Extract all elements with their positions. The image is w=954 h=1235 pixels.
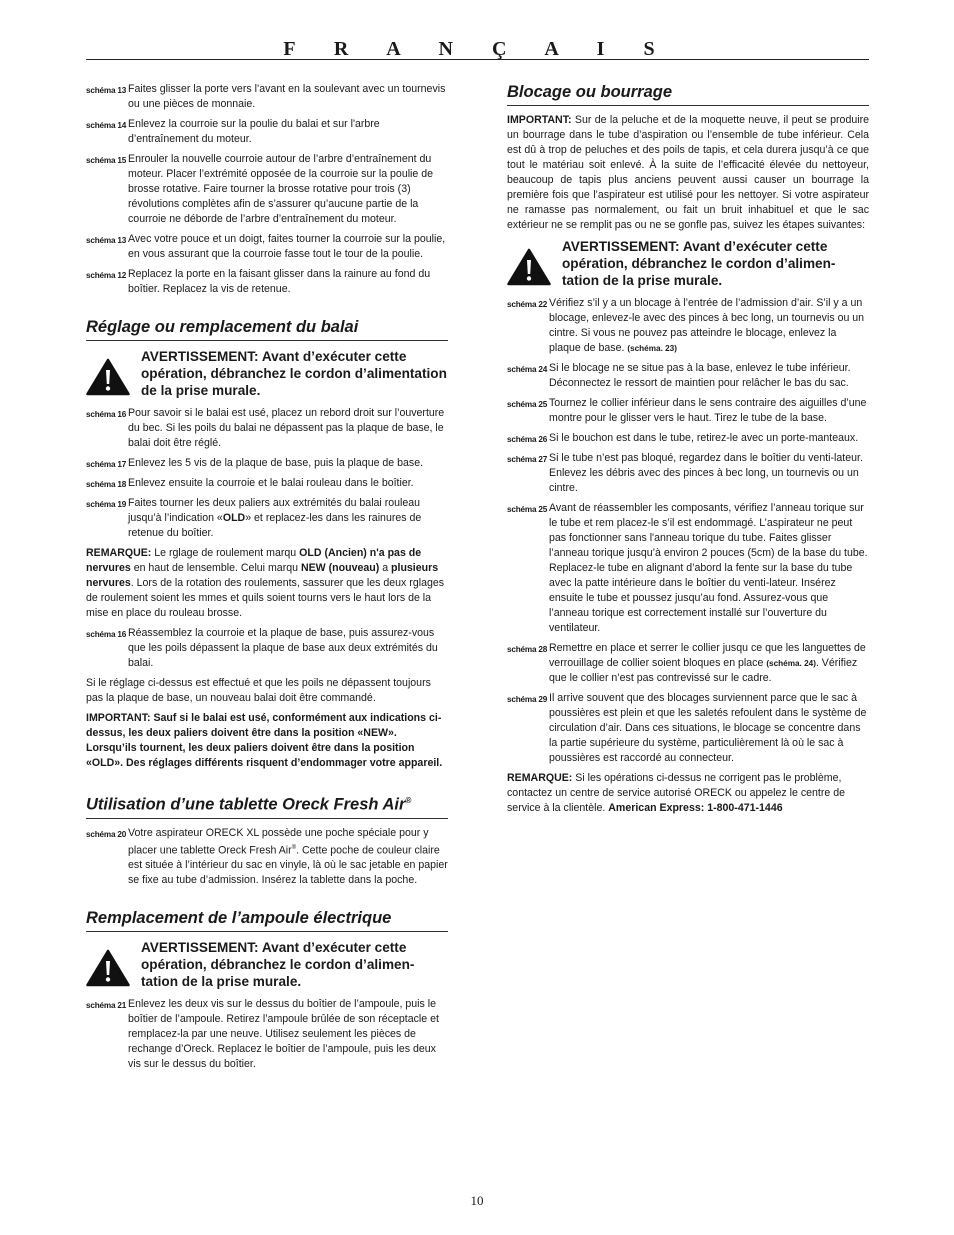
note-paragraph: Si le réglage ci-dessus est effectué et que les poils ne dépassent toujours pas la plaque de base, un nouveau balai doit être commandé. — [86, 677, 431, 704]
step-text: Faites tourner les deux paliers aux extrémités du balai rouleau jusqu’à l’indication « — [128, 497, 421, 524]
warning-text: AVERTISSEMENT: Avant d’exécuter cette opération, débranchez le cordon d’alimen- tation de la prise murale. — [562, 239, 836, 288]
warning-triangle-icon — [86, 358, 130, 396]
step-text: Enlevez ensuite la courroie et le balai rouleau dans le boîtier. — [128, 477, 414, 489]
header-divider — [86, 59, 869, 60]
remark-text: en haut de lensemble. Celui marqu — [130, 562, 301, 574]
important-text: Sur de la peluche et de la moquette neuve, il peut se produire un bourrage dans le tube d’aspiration ou l’ensemble de tube inférieur. Cela est dû à trop de peluches et des poils de tapis, et cela durera jusqu’à ce que tout le matériau soit enlevé. À la suite de l’efficacité élevée du nettoyeur, beaucoup de tapis plus anciens peuvent aussi causer un bourrage la première fois que l’aspirateur est utilisé pour les nettoyer. Si votre aspirateur ne ramasse pas normalement, ou fait un bruit inhabituel et que le sac extérieur ne se remplit pas ou ne se gonfle pas, suivez les étapes suivantes: — [507, 114, 869, 231]
instruction-step — [507, 361, 869, 391]
instruction-step — [86, 117, 448, 147]
step-text: Enlevez les deux vis sur le dessus du boîtier de l’ampoule, puis le boîtier de l’ampoule. Retirez l’ampoule brûlée de son réceptacle et remplacez-la par une neuve. Utilisez seulement les pièces de rechange d’Oreck. Replacez le boîtier de l’ampoule, puis les deux vis sur le dessus du boîtier. — [128, 998, 439, 1071]
step-text: Enrouler la nouvelle courroie autour de l’arbre d’entraînement du moteur. Placer l’extrémité opposée de la courroie sur la poulie de brosse rotative. Faire tourner la brosse rotative pour trois (3) révolutions complètes afin de s’assurer qu’aucune partie de la courroie ne déborde de l’arbre d’entraînement du moteur. — [128, 153, 434, 225]
section-heading-blockage: Blocage ou bourrage — [507, 82, 869, 106]
warning-triangle-icon — [507, 248, 551, 286]
warning-text: AVERTISSEMENT: Avant d’exécuter cette opération, débranchez le cordon d’alimen- tation de la prise murale. — [141, 940, 415, 990]
remark-text-bold: OLD (Ancien) n'a pas de nervures — [86, 547, 422, 574]
instruction-step — [86, 997, 448, 1072]
remark-paragraph — [86, 546, 448, 621]
instruction-step — [86, 496, 448, 541]
instruction-step — [86, 456, 448, 471]
remark-label: REMARQUE: — [86, 547, 152, 559]
remark-text-bold: plusieurs nervures — [86, 562, 439, 589]
heading-text: Utilisation d’une tablette Oreck Fresh Air — [86, 795, 406, 814]
warning-triangle-icon — [86, 949, 130, 987]
step-text: Si le blocage ne se situe pas à la base, enlevez le tube inférieur. Déconnectez le ressort de maintien pour relâcher le bas du sac. — [549, 362, 851, 389]
instruction-step — [86, 476, 448, 491]
step-text: Votre aspirateur ORECK XL possède une poche spéciale pour y placer une tablette Oreck Fresh Air — [128, 826, 429, 857]
left-column — [86, 82, 448, 1077]
step-text: » et replacez-les dans les rainures de retenue du boîtier. — [128, 512, 422, 539]
warning-box — [86, 939, 448, 991]
section-heading-fresh-air — [86, 791, 448, 819]
figure-ref: schéma 27 — [507, 455, 548, 464]
instruction-step — [86, 267, 448, 297]
important-paragraph: IMPORTANT: Sauf si le balai est usé, conformément aux indications ci-dessus, les deux paliers doivent être dans la position «NEW». Lorsqu’ils tournent, les deux paliers doivent être dans la position «OLD». Des réglages différents risquent d’endommager votre appareil. — [86, 712, 443, 769]
instruction-step — [507, 451, 869, 496]
step-text: Replacez la porte en la faisant glisser dans la rainure au fond du boîtier. Replacez la vis de retenue. — [128, 268, 431, 295]
warning-text: AVERTISSEMENT: Avant d’exécuter cette opération, débranchez le cordon d’alimentation de la prise murale. — [141, 349, 447, 398]
instruction-step — [507, 501, 869, 636]
figure-ref: schéma 29 — [507, 695, 548, 704]
section-heading-brush: Réglage ou remplacement du balai — [86, 317, 448, 341]
remark-label: REMARQUE: — [507, 772, 573, 784]
figure-ref: schéma 26 — [507, 435, 548, 444]
registered-mark: ® — [405, 796, 412, 805]
step-text: Si le tube n’est pas bloqué, regardez dans le boîtier du venti-lateur. Enlevez les débris avec des pinces à bec long, un tournevis ou un cintre. — [549, 452, 863, 494]
step-text: Faites glisser la porte vers l’avant en la soulevant avec un tournevis ou une pièces de monnaie. — [128, 83, 446, 110]
figure-ref: schéma 14 — [86, 121, 127, 130]
figure-ref: schéma 12 — [86, 271, 127, 280]
remark-text-bold: NEW (nouveau) — [300, 562, 380, 574]
figure-ref-inline: (schéma. 23) — [627, 344, 677, 353]
figure-ref: schéma 13 — [86, 86, 127, 95]
figure-ref: schéma 25 — [507, 400, 548, 409]
instruction-step — [86, 406, 448, 451]
step-text: Remettre en place et serrer le collier jusqu ce que les languettes de verrouillage de collier soient bloques en place — [549, 642, 866, 669]
figure-ref: schéma 16 — [86, 410, 127, 419]
warning-box — [86, 348, 448, 400]
instruction-step — [86, 82, 448, 112]
page-title: F R A N Ç A I S — [283, 38, 672, 60]
figure-ref: schéma 18 — [86, 480, 127, 489]
instruction-step — [507, 691, 869, 766]
figure-ref: schéma 19 — [86, 500, 127, 509]
right-column — [507, 82, 869, 821]
step-text: Pour savoir si le balai est usé, placez un rebord droit sur l’ouverture du bec. Si les poils du balai ne dépassent pas la plaque de base, le balai doit être réglé. — [128, 407, 445, 449]
figure-ref: schéma 15 — [86, 156, 127, 165]
figure-ref: schéma 21 — [86, 1001, 127, 1011]
remark-paragraph — [507, 771, 869, 816]
instruction-step — [507, 431, 869, 446]
step-text: . Cette poche de couleur claire est située à l’intérieur du sac en vinyle, là où le sac jetable en papier se fixe au tube d’admission. Insérez la tablette dans la poche. — [128, 844, 448, 887]
instruction-step — [507, 641, 869, 686]
step-text: Si le bouchon est dans le tube, retirez-le avec un porte-manteaux. — [549, 432, 859, 444]
page-number: 10 — [470, 1193, 484, 1208]
step-text: . Vérifiez que le collier n’est pas contrevissé sur le cadre. — [549, 657, 858, 684]
step-text: Enlevez la courroie sur la poulie du balai et sur l'arbre d’entraînement du moteur. — [128, 118, 380, 145]
figure-ref: schéma 22 — [507, 300, 548, 309]
step-text: Tournez le collier inférieur dans le sens contraire des aiguilles d’une montre pour le glisser vers le haut. Tirez le tube de la base. — [549, 397, 867, 424]
instruction-step — [507, 296, 869, 356]
section-heading-bulb: Remplacement de l’ampoule électrique — [86, 908, 448, 932]
step-text-bold: OLD — [222, 512, 246, 524]
figure-ref: schéma 25 — [507, 505, 548, 514]
step-text: Enlevez les 5 vis de la plaque de base, puis la plaque de base. — [128, 457, 424, 469]
figure-ref: schéma 24 — [507, 365, 548, 374]
step-text: Réassemblez la courroie et la plaque de base, puis assurez-vous que les poils dépassent la plaque de base aux deux extrémités du balai. — [128, 627, 438, 669]
step-text: Avant de réassembler les composants, vérifiez l’anneau torique sur le tube et rem placez-le s’il est endommagé. L’aspirateur ne peut pas fonctionner sans l'anneau torique du tube. Faites glisser l’anneau torique jusqu’à environ 2 pouces (5cm) de la base du tube. Replacez-le tube en alignant d’abord la fente sur la base du tube avec la patte intérieure dans le boîtier du venti-lateur. Insérez ensuite le tube et poussez jusqu’au fond. Assurez-vous que l’anneau torique est correctement installé sur l’ouverture du ventilateur. — [549, 502, 868, 634]
step-text: Il arrive souvent que des blocages surviennent parce que le sac à poussières est plein et que les saletés refoulent dans le système de circulation d’air. Dans ces situations, le blocage se concentre dans la partie supérieure du système, particulièrement là où le sac à poussières est raccordé au connecteur. — [549, 692, 867, 764]
instruction-step — [86, 152, 448, 227]
instruction-step — [86, 626, 448, 671]
step-text: Vérifiez s’il y a un blocage à l’entrée de l’admission d’air. S’il y a un blocage, enlevez-le avec des pinces à bec long, un tournevis ou un cintre. Si vous ne pouvez pas atteindre le blocage, enlevez la plaque de base. — [549, 297, 865, 354]
remark-text: Le rglage de roulement marqu — [151, 547, 300, 559]
registered-mark: ® — [291, 844, 297, 851]
figure-ref: schéma 28 — [507, 645, 548, 654]
instruction-step — [86, 232, 448, 262]
remark-text: Si les opérations ci-dessus ne corrigent pas le problème, contactez un centre de service autorisé ORECK ou appelez le centre de service à la clientèle. — [507, 772, 846, 814]
step-text: Avec votre pouce et un doigt, faites tourner la courroie sur la poulie, en vous assurant que la courroie fasse tout le tour de la poulie. — [128, 233, 446, 260]
instruction-step — [507, 396, 869, 426]
warning-box — [507, 238, 869, 290]
figure-ref: schéma 13 — [86, 236, 127, 245]
phone-number: American Express: 1-800-471-1446 — [608, 802, 783, 814]
figure-ref: schéma 16 — [86, 630, 127, 639]
instruction-step — [86, 826, 448, 889]
important-paragraph — [507, 113, 869, 233]
figure-ref: schéma 17 — [86, 460, 127, 469]
figure-ref-inline: (schéma. 24) — [766, 659, 816, 668]
figure-ref: schéma 20 — [86, 829, 127, 839]
important-label: IMPORTANT: — [507, 114, 572, 126]
remark-text: a — [379, 562, 392, 574]
remark-text: . Lors de la rotation des roulements, sassurer que les deux rglages de roulement soient les mmes et quils soient tourns vers le haut lors de la mise en place du rouleau brosse. — [86, 577, 445, 619]
